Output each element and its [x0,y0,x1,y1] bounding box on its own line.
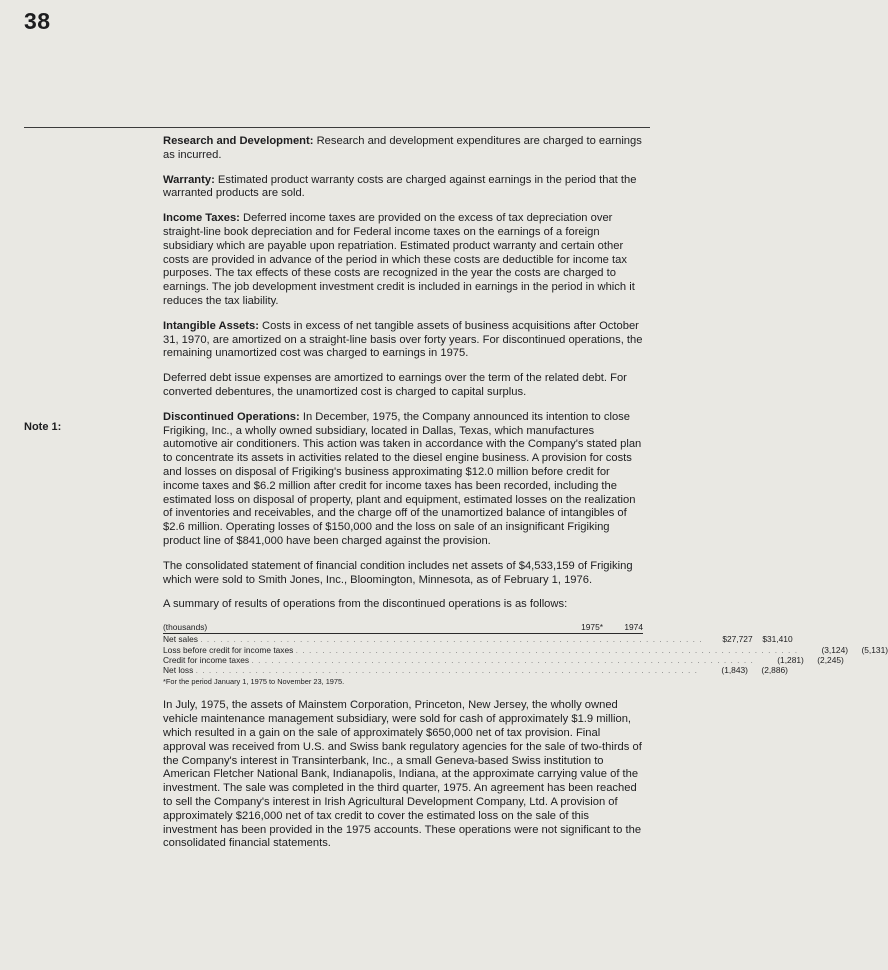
discontinued-operations-heading: Discontinued Operations: [163,410,300,423]
paragraph-research [163,135,643,163]
table-unit-label: (thousands) [163,622,208,633]
discontinued-operations-text: In December, 1975, the Company announced its intention to close Frigiking, Inc., a wholly owned subsidiary, located in Dallas, Texas, which manufactures automotive air conditioners. This action was taken in accordance with the Company's stated plan to concentrate its assets in activities related to the diesel engine business. A provision for costs and losses on disposal of Frigiking's business approximating $12.0 million before credit for income taxes and $6.2 million after credit for income taxes has been recorded, including the estimated loss on disposal of property, plant and equipment, estimated losses on the realization of inventories and receivables, and the charge off of the unamortized balance of intangibles of $2.6 million. Operating losses of $150,000 and the loss on sale of an insignificant Frigiking product line of $841,000 have been charged against the provision. [163,410,642,547]
header-rule [24,127,650,128]
dot-leader: . . . . . . . . . . . . . . . . . . . . . . . . . . . . . . . . . . . . . . . . . . . . . . . . . . . . . . . . . . . . . . . . . . . . . . . . . . . . [295,644,799,655]
table-row [163,664,788,675]
row-label: Net loss [163,664,194,675]
paragraph-income-taxes [163,212,643,309]
paragraph-discontinued-operations [163,411,643,549]
row-value-1974: $31,410 [762,634,793,645]
paragraph-warranty [163,174,643,202]
research-text: Research and development expenditures are charged to earnings as incurred. [163,135,642,161]
dot-leader: . . . . . . . . . . . . . . . . . . . . . . . . . . . . . . . . . . . . . . . . . . . . . . . . . . . . . . . . . . . . . . . . . . . . . . . . . . . . [200,634,703,645]
row-value-1975: $27,727 [722,634,753,645]
row-value-1975: (3,124) [821,644,849,655]
table-row [163,634,793,645]
table-row [163,654,844,665]
income-taxes-text: Deferred income taxes are provided on the excess of tax depreciation over straight-line book depreciation and for Federal income taxes on the earnings of a foreign subsidiary which are payable upon repatriation. Estimated product warranty and certain other costs are provided in advance of the period in which these costs are deductible for income tax purposes. The tax effects of these costs are recognized in the year the costs are charged to earnings. The job development investment credit is included in earnings in the period in which it reduces the tax liability. [163,212,635,307]
table-footnote: *For the period January 1, 1975 to November 23, 1975. [163,677,345,687]
row-value-1974: (2,886) [761,664,788,675]
table-col-1974: 1974 [624,622,643,633]
intangible-assets-text: Costs in excess of net tangible assets of business acquisitions after October 31, 1970, are amortized on a straight-line basis over forty years. For discontinued operations, the remaining unamortized cost was charged to earnings in 1975. [163,319,643,360]
paragraph-deferred-debt: Deferred debt issue expenses are amortized to earnings over the term of the related debt. For converted debentures, the unamortized cost is charged to capital surplus. [163,372,627,398]
paragraph-intangible-assets [163,320,643,361]
dot-leader: . . . . . . . . . . . . . . . . . . . . . . . . . . . . . . . . . . . . . . . . . . . . . . . . . . . . . . . . . . . . . . . . . . . . . . . . . . . . [195,664,698,675]
row-label: Net sales [163,634,198,645]
paragraph-net-assets: The consolidated statement of financial condition includes net assets of $4,533,159 of Frigiking which were sold to Smith Jones, Inc., Bloomington, Minnesota, as of February 1, 1976. [163,559,633,586]
table-row [163,644,888,655]
row-value-1975: (1,843) [721,664,748,675]
warranty-text: Estimated product warranty costs are charged against earnings in the period that the warranted products are sold. [163,173,637,200]
page-number: 38 [24,8,51,34]
research-heading: Research and Development: [163,135,314,147]
operations-summary-table [163,622,888,687]
notes-body [163,135,888,862]
row-value-1974: (2,245) [817,654,844,665]
income-taxes-heading: Income Taxes: [163,212,240,225]
warranty-heading: Warranty: [163,173,215,186]
table-col-1975: 1975* [581,622,603,633]
row-value-1974: (5,131) [861,644,888,655]
dot-leader: . . . . . . . . . . . . . . . . . . . . . . . . . . . . . . . . . . . . . . . . . . . . . . . . . . . . . . . . . . . . . . . . . . . . . . . . . . . . [251,654,754,665]
row-label: Credit for income taxes [163,654,250,665]
intangible-assets-heading: Intangible Assets: [163,319,259,332]
paragraph-mainstem: In July, 1975, the assets of Mainstem Corporation, Princeton, New Jersey, the wholly owned vehicle maintenance management subsidiary, were sold for cash of approximately $1.9 million, which resulted in a gain on the sale of approximately $650,000 net of tax provision. Final approval was received from U.S. and Swiss bank regulatory agencies for the sale of two-thirds of the Company's interest in Transinterbank, Inc., a small Geneva-based Swiss institution to American Fletcher National Bank, Indianapolis, Indiana, at the approximate carrying value of the investment. The sale was completed in the third quarter, 1975. An agreement has been reached to sell the Company's interest in Irish Agricultural Development Company, Ltd. A provision of approximately $216,000 net of tax credit to cover the estimated loss on the sale of this investment has been provided in the 1975 accounts. These operations were not significant to the consolidated financial statements. [163,699,642,850]
note-label: Note 1: [24,421,62,433]
paragraph-summary-intro: A summary of results of operations from the discontinued operations is as follows: [163,598,568,611]
row-label: Loss before credit for income taxes [163,644,294,655]
row-value-1975: (1,281) [777,654,804,665]
table-header [163,622,643,634]
